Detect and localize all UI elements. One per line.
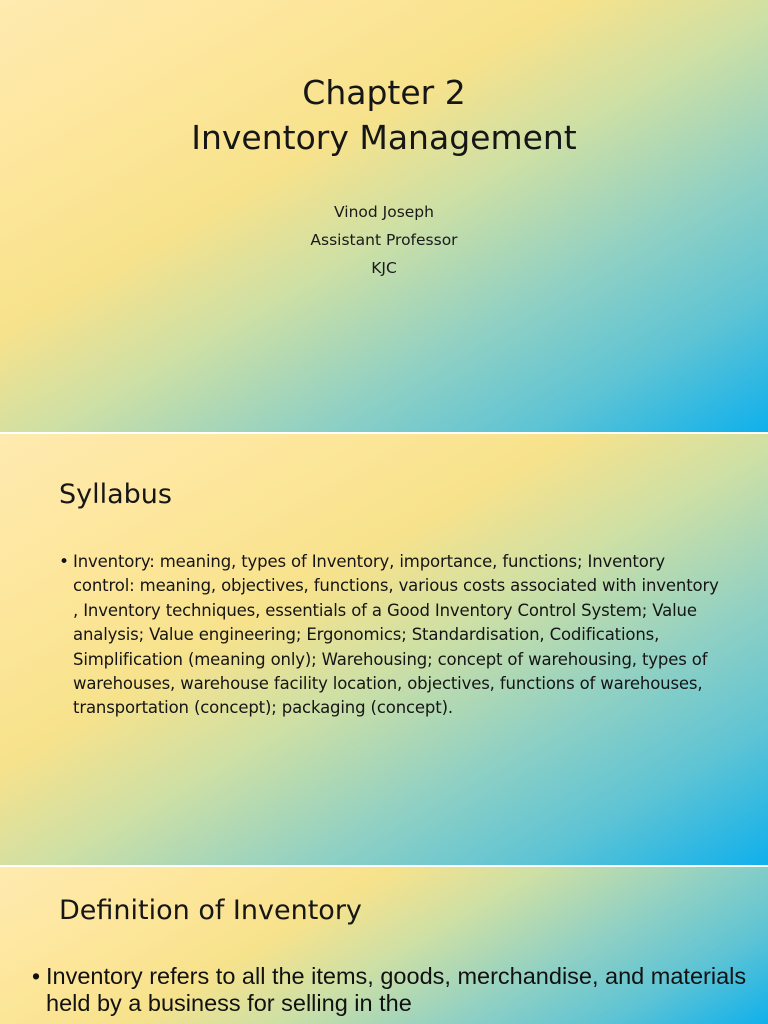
author-institution: KJC: [371, 259, 397, 277]
bullet-text: Inventory: meaning, types of Inventory, importance, functions; Inventory control: meaning, objectives, functions, various costs associated with inventory , Inventory techniques, essentials of a Good Inventory Control System; Value analysis; Value engineering; Ergonomics; Standardisation, Codifications, Simplification (meaning only); Warehousing; concept of warehousing, types of warehouses, warehouse facility location, objectives, functions of warehouses, transportation (concept); packaging (concept).: [73, 552, 719, 718]
author-name: Vinod Joseph: [334, 203, 434, 221]
author-designation: Assistant Professor: [310, 231, 458, 249]
bullet-item: [59, 550, 719, 721]
chapter-subtitle: Inventory Management: [191, 118, 577, 157]
title-slide: [0, 0, 768, 432]
bullet-item: [32, 963, 747, 1017]
bullet-icon: •: [59, 552, 70, 572]
slide-heading: Definition of Inventory: [59, 895, 362, 926]
syllabus-slide: [0, 434, 768, 865]
chapter-title: Chapter 2: [302, 73, 466, 112]
slide-heading: Syllabus: [59, 479, 172, 510]
bullet-icon: •: [32, 963, 41, 989]
definition-slide: [0, 867, 768, 1024]
bullet-text: Inventory refers to all the items, goods, merchandise, and materials held by a business for selling in the: [46, 963, 747, 1016]
